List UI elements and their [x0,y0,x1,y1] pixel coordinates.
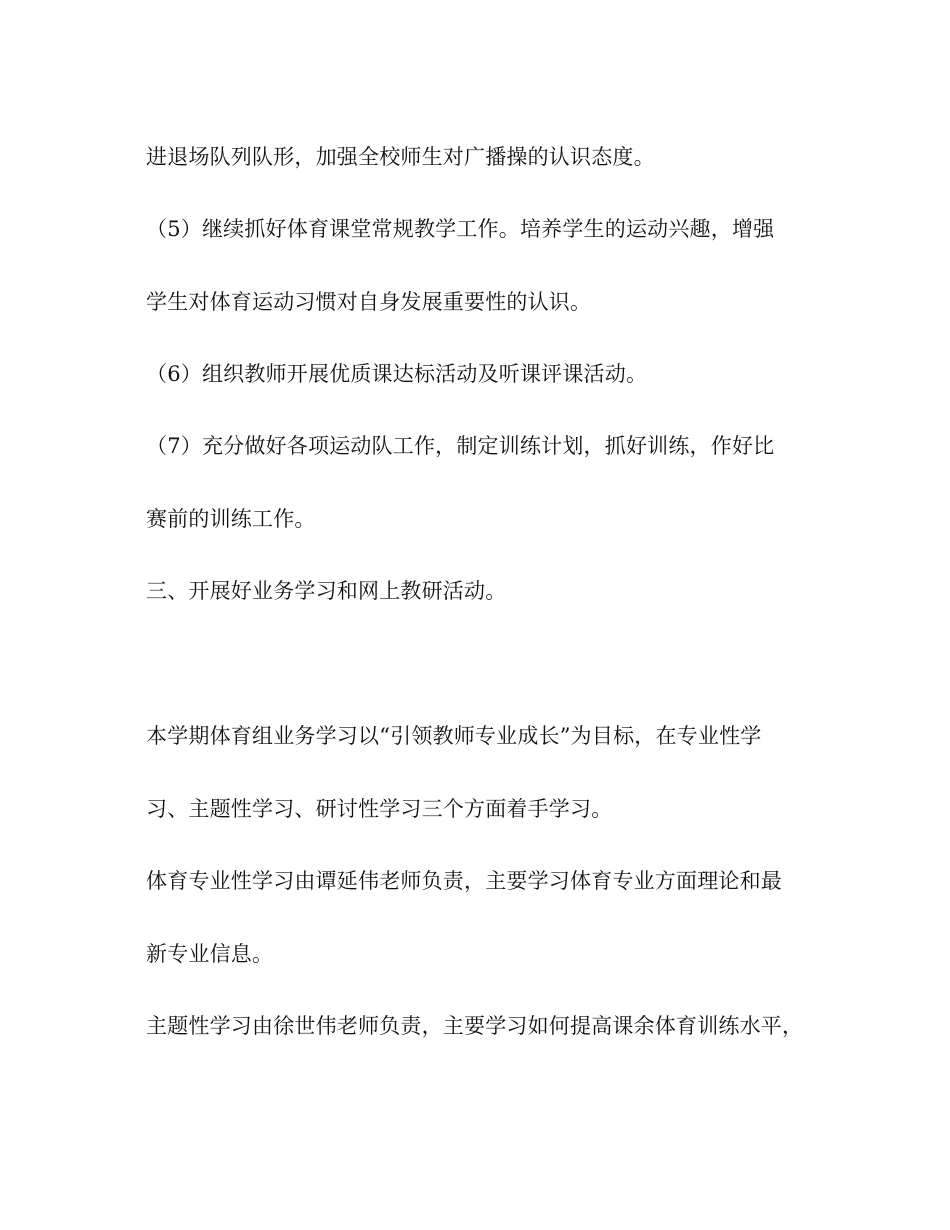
text-line: 学生对体育运动习惯对自身发展重要性的认识。 [146,290,592,314]
text-line: 体育专业性学习由谭延伟老师负责，主要学习体育专业方面理论和最 [146,869,782,893]
text-line: （7）充分做好各项运动队工作，制定训练计划，抓好训练，作好比 [146,434,775,458]
text-line: 新专业信息。 [146,942,274,966]
text-line: 进退场队列队形，加强全校师生对广播操的认识态度。 [146,145,655,169]
text-line: （5）继续抓好体育课堂常规教学工作。培养学生的运动兴趣，增强 [146,217,775,241]
text-line: （6）组织教师开展优质课达标活动及听课评课活动。 [146,362,648,386]
text-line: 赛前的训练工作。 [146,507,316,531]
text-line: 主题性学习由徐世伟老师负责，主要学习如何提高课余体育训练水平， [146,1014,804,1038]
section-heading: 三、开展好业务学习和网上教研活动。 [146,579,507,603]
text-line: 本学期体育组业务学习以“引领教师专业成长”为目标，在专业性学 [146,724,762,748]
text-line: 习、主题性学习、研讨性学习三个方面着手学习。 [146,797,613,821]
